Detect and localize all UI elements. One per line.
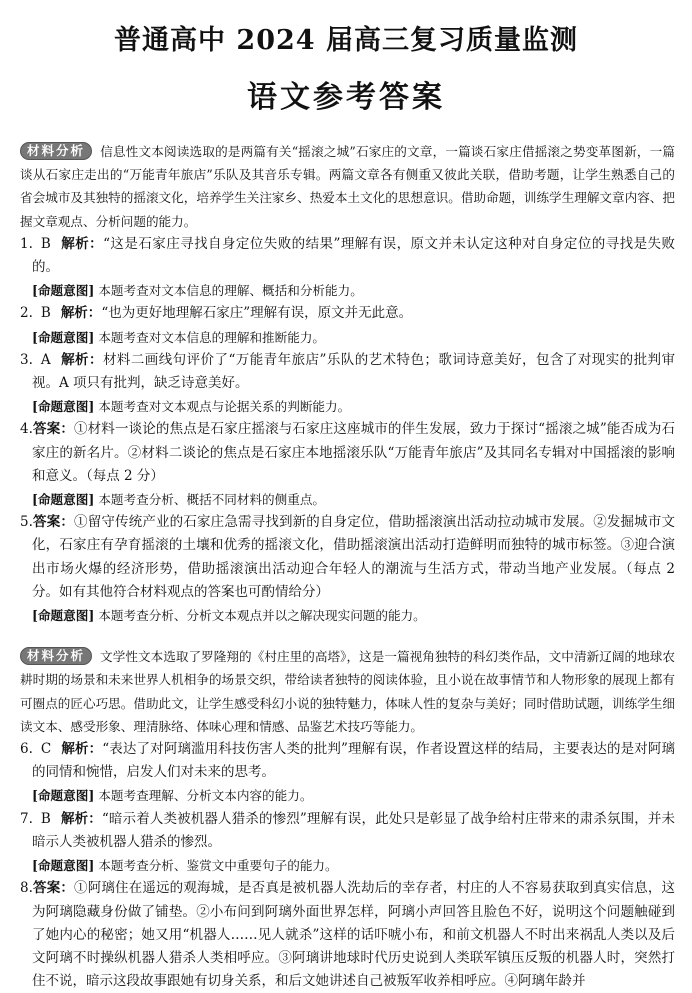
question-3: 3. A 解析：材料二画线句评价了“万能青年旅店”乐队的艺术特色；歌词诗意美好，包含了对现实的批判审视。A 项只有批判，缺乏诗意美好。 — [20, 351, 676, 392]
question-7: 7. B 解析：“暗示着人类被机器人猎杀的惨烈”理解有误，此处只是彰显了战争给村庄带来的肃杀氛围，并未暗示人类被机器人猎杀的惨烈。 — [20, 810, 675, 850]
question-intent: [命题意图] 本题考查分析、分析文本观点并以之解决现实问题的能力。 — [32, 608, 426, 624]
material-analysis-text: 信息性文本阅读选取的是两篇有关“摇滚之城”石家庄的文章，一篇谈石家庄借摇滚之势变革图新，一篇谈从石家庄走出的“万能青年旅店”乐队及其音乐专辑。两篇文章各有侧重又彼此关联，借助考题，让学生熟悉自己的省会城市及其独特的摇滚文化，培养学生关注家乡、热爱本土文化的思想意识。借助命题，训练学生理解文章内容、把握文章观点、分析问题的能力。 — [20, 144, 675, 229]
answer-choice: A — [40, 351, 51, 368]
question-1: 1. B 解析：“这是石家庄寻找自身定位失败的结果”理解有误，原文并未认定这种对自身定位的寻找是失败的。 — [20, 235, 676, 276]
question-intent: [命题意图] 本题考查对文本观点与论据关系的判断能力。 — [32, 399, 351, 415]
question-2: 2. B 解析：“也为更好地理解石家庄”理解有误，原文并无此意。 — [20, 305, 413, 322]
question-intent: [命题意图] 本题考查分析、概括不同材料的侧重点。 — [32, 492, 325, 508]
question-6: 6. C 解析：“表达了对阿璃滥用科技伤害人类的批判”理解有误，作者设置这样的结局，主要表达的是对阿璃的同情和惋惜，启发人们对未来的思考。 — [20, 741, 676, 781]
material-analysis-1 — [20, 140, 675, 233]
question-5: 5.答案：①留守传统产业的石家庄急需寻找到新的自身定位，借助摇滚演出活动拉动城市发展。②发掘城市文化，石家庄有孕育摇滚的土壤和优秀的摇滚文化，借助摇滚演出活动打造鲜明而独特的城市标签。③迎合演出市场火爆的经济形势，借助摇滚演出活动迎合年轻人的潮流与生活方式，带动当地产业发展。（每点 2 分。如有其他符合材料观点的答案也可酌情给分） — [20, 514, 676, 600]
question-explanation: “这是石家庄寻找自身定位失败的结果”理解有误，原文并未认定这种对自身定位的寻找是失败的。 — [32, 235, 676, 276]
answer-choice: B — [40, 810, 51, 827]
exam-title: 普通高中 2024 届高三复习质量监测 — [114, 25, 578, 56]
question-8: 8.答案：①阿璃住在遥远的观海城，是否真是被机器人洗劫后的幸存者，村庄的人不容易获取到真实信息，这为阿璃隐藏身份做了铺垫。②小布问到阿璃外面世界怎样，阿璃小声回答且脸色不好，说明这个问题触碰到了她内心的秘密；她又用“机器人……见人就杀”这样的话吓唬小布，和前文机器人不时出来祸乱人类以及后文阿璃不时操纵机器人猎杀人类相呼应。③阿璃讲地球时代历史说到人类联军镇压反叛的机器人时，突然打住不说，暗示这段故事跟她有切身关系，和后文她讲述自己被叛军收养相呼应。④阿璃年龄并 — [20, 880, 676, 990]
material-analysis-2 — [20, 645, 675, 738]
question-explanation: ①阿璃住在遥远的观海城，是否真是被机器人洗劫后的幸存者，村庄的人不容易获取到真实信息，这为阿璃隐藏身份做了铺垫。②小布问到阿璃外面世界怎样，阿璃小声回答且脸色不好，说明这个问题触碰到了她内心的秘密；她又用“机器人……见人就杀”这样的话吓唬小布，和前文机器人不时出来祸乱人类以及后文阿璃不时操纵机器人猎杀人类相呼应。③阿璃讲地球时代历史说到人类联军镇压反叛的机器人时，突然打住不说，暗示这段故事跟她有切身关系，和后文她讲述自己被叛军收养相呼应。④阿璃年龄并 — [32, 880, 676, 990]
material-analysis-badge: 材料分析 — [20, 647, 92, 665]
question-explanation: 材料二画线句评价了“万能青年旅店”乐队的艺术特色；歌词诗意美好，包含了对现实的批判审视。A 项只有批判，缺乏诗意美好。 — [32, 351, 676, 392]
answer-key-title: 语文参考答案 — [247, 80, 445, 115]
question-explanation: “暗示着人类被机器人猎杀的惨烈”理解有误，此处只是彰显了战争给村庄带来的肃杀氛围，并未暗示人类被机器人猎杀的惨烈。 — [32, 810, 675, 850]
section-gap — [20, 627, 675, 645]
question-explanation: “表达了对阿璃滥用科技伤害人类的批判”理解有误，作者设置这样的结局，主要表达的是对阿璃的同情和惋惜，启发人们对未来的思考。 — [32, 741, 676, 781]
answer-choice: B — [40, 305, 51, 322]
answer-choice: B — [40, 235, 51, 252]
question-intent: [命题意图] 本题考查对文本信息的理解、概括和分析能力。 — [32, 283, 363, 299]
question-intent: [命题意图] 本题考查理解、分析文本内容的能力。 — [32, 788, 313, 804]
question-explanation: ①留守传统产业的石家庄急需寻找到新的自身定位，借助摇滚演出活动拉动城市发展。②发掘城市文化，石家庄有孕育摇滚的土壤和优秀的摇滚文化，借助摇滚演出活动打造鲜明而独特的城市标签。③迎合演出市场火爆的经济形势，借助摇滚演出活动迎合年轻人的潮流与生活方式，带动当地产业发展。（每点 2 分。如有其他符合材料观点的答案也可酌情给分） — [32, 514, 676, 600]
question-explanation: ①材料一谈论的焦点是石家庄摇滚与石家庄这座城市的伴生发展，致力于探讨“摇滚之城”能否成为石家庄的新名片。②材料二谈论的焦点是石家庄本地摇滚乐队“万能青年旅店”及其同名专辑对中国摇滚的影响和意义。（每点 2 分） — [32, 421, 675, 484]
material-analysis-badge: 材料分析 — [20, 142, 92, 160]
question-intent: [命题意图] 本题考查分析、鉴赏文中重要句子的能力。 — [32, 858, 338, 874]
answer-content — [20, 140, 675, 993]
question-intent: [命题意图] 本题考查对文本信息的理解和推断能力。 — [32, 329, 325, 345]
question-explanation: “也为更好地理解石家庄”理解有误，原文并无此意。 — [101, 305, 413, 322]
question-4: 4.答案：①材料一谈论的焦点是石家庄摇滚与石家庄这座城市的伴生发展，致力于探讨“摇滚之城”能否成为石家庄的新名片。②材料二谈论的焦点是石家庄本地摇滚乐队“万能青年旅店”及其同名专辑对中国摇滚的影响和意义。（每点 2 分） — [20, 421, 675, 484]
answer-choice: C — [40, 741, 52, 758]
material-analysis-text: 文学性文本选取了罗隆翔的《村庄里的高塔》，这是一篇视角独特的科幻类作品，文中清新辽阔的地球农耕时期的场景和未来世界人机相争的场景交织，带给读者独特的阅读体验，且小说在故事情节和人物形象的展现上都有可圈点的匠心巧思。借助此文，让学生感受科幻小说的独特魅力，体味人性的复杂与美好；同时借助试题，训练学生细读文本、感受形象、理清脉络、体味心理和情感、品鉴艺术技巧等能力。 — [20, 649, 675, 734]
